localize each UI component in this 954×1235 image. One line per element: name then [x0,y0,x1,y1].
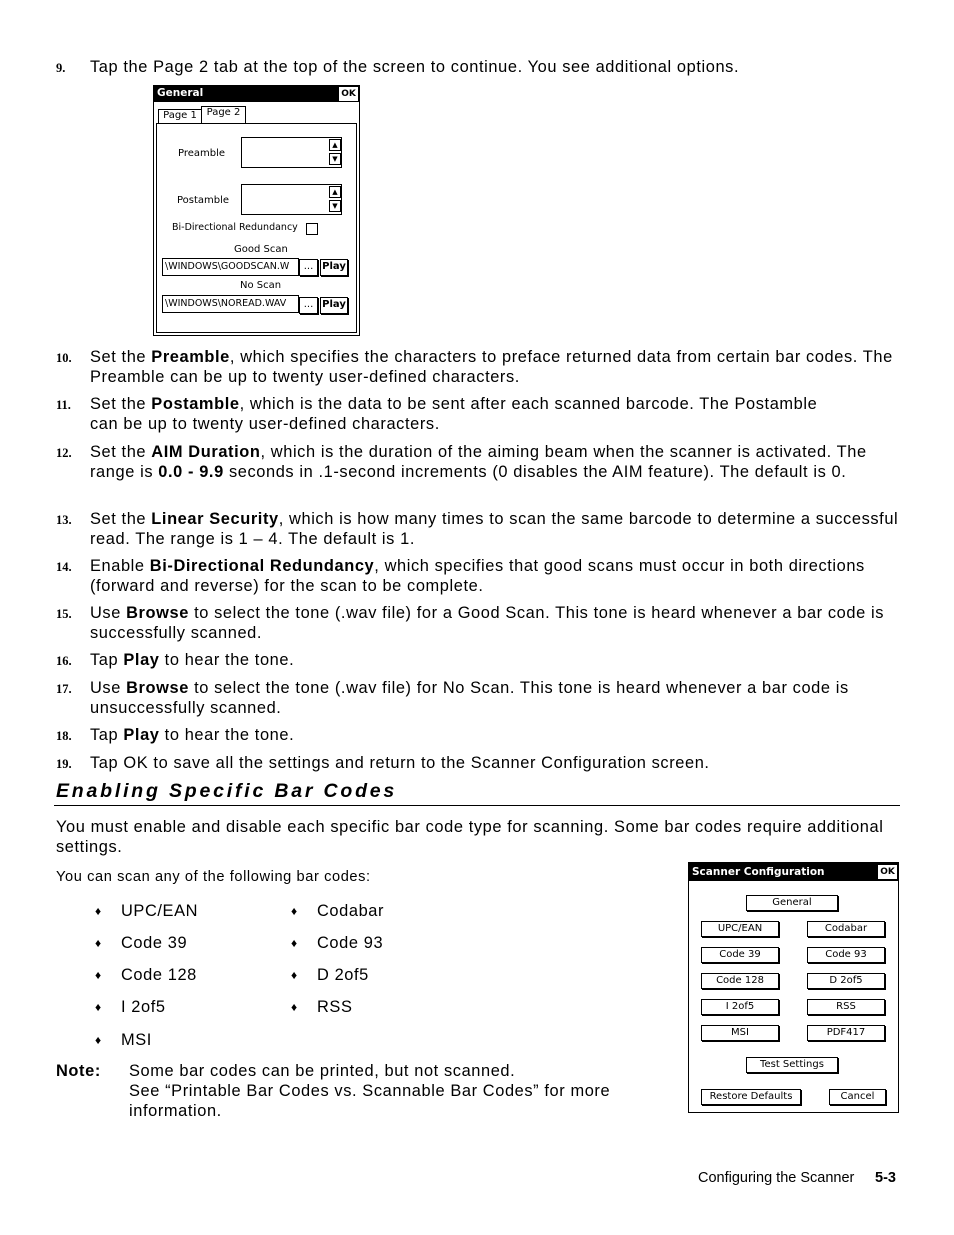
postamble-scroll-down[interactable]: ▼ [329,200,341,212]
note-label: Note: [56,1062,101,1080]
code-93-button[interactable]: Code 93 [807,947,885,963]
heading-rule [54,805,900,806]
bullet-icon: ♦ [291,1000,298,1014]
section-intro: You must enable and disable each specific bar code type for scanning. Some bar codes require additional settings. [56,818,884,856]
bullet-icon: ♦ [95,1000,102,1014]
tab-page-2[interactable] [201,106,246,124]
d-2of5-button[interactable]: D 2of5 [807,973,885,989]
step-number: 13. [56,513,72,527]
list-intro: You can scan any of the following bar codes: [56,869,371,885]
section-heading: Enabling Specific Bar Codes [56,780,398,802]
no-scan-path[interactable]: \WINDOWS\NOREAD.WAV [162,295,299,313]
step-number: 16. [56,654,72,668]
scanner-config-titlebar [689,863,898,881]
msi-button[interactable]: MSI [701,1025,779,1041]
bidirectional-label: Bi-Directional Redundancy [172,222,298,233]
bullet-icon: ♦ [291,904,298,918]
step-number: 11. [56,398,71,412]
preamble-input[interactable] [241,137,342,168]
tab-page-1[interactable] [158,109,202,124]
no-scan-play-button[interactable]: Play [320,297,348,314]
step-number: 12. [56,446,72,460]
postamble-input[interactable] [241,184,342,215]
pdf417-button[interactable]: PDF417 [807,1025,885,1041]
note-line-1: Some bar codes can be printed, but not scanned. [129,1062,516,1080]
good-scan-browse-button[interactable]: ... [299,259,318,276]
upc-ean-button[interactable]: UPC/EAN [701,921,779,937]
tab-page-2-label: Page 2 [206,107,241,118]
code-39-button[interactable]: Code 39 [701,947,779,963]
ok-button[interactable]: OK [339,87,358,101]
no-scan-browse-button[interactable]: ... [299,297,318,314]
preamble-scroll-down[interactable]: ▼ [329,153,341,165]
step-number: 19. [56,757,72,771]
bullet-icon: ♦ [291,968,298,982]
step-text: Tap OK to save all the settings and return to the Scanner Configuration screen. [90,754,710,772]
step-text: Use Browse to select the tone (.wav file) for a Good Scan. This tone is heard whenever a bar code is successfully scanned. [90,604,885,642]
postamble-scroll-up[interactable]: ▲ [329,186,341,198]
scanner-config-dialog [688,862,899,1113]
preamble-scroll-up[interactable]: ▲ [329,139,341,151]
step-text: Set the Postamble, which is the data to be sent after each scanned barcode. The Postamble can be up to twenty user-defined characters. [90,395,818,433]
rss-button[interactable]: RSS [807,999,885,1015]
note-line-2: See “Printable Bar Codes vs. Scannable Bar Codes” for more information. [129,1082,611,1120]
test-settings-button[interactable]: Test Settings [746,1057,838,1073]
scanner-config-title: Scanner Configuration [692,866,825,878]
i-2of5-button[interactable]: I 2of5 [701,999,779,1015]
bullet-icon: ♦ [95,936,102,950]
step-number: 9. [56,61,66,75]
step-text: Tap the Page 2 tab at the top of the screen to continue. You see additional options. [90,58,740,76]
footer-chapter: Configuring the Scanner [698,1170,855,1186]
step-text: Set the Preamble, which specifies the characters to preface returned data from certain bar codes. The Preamble can be up to twenty user-defined characters. [90,348,893,386]
step-text: Set the AIM Duration, which is the duration of the aiming beam when the scanner is activated. The range is 0.0 - 9.9 seconds in .1-second increments (0 disables the AIM feature). The default is 0. [90,443,867,481]
ok-button[interactable]: OK [878,865,897,879]
step-number: 10. [56,351,72,365]
codabar-button[interactable]: Codabar [807,921,885,937]
tab-page-1-label: Page 1 [163,110,197,121]
step-text: Set the Linear Security, which is how many times to scan the same barcode to determine a successful read. The range is 1 – 4. The default is 1. [90,510,899,548]
bidirectional-checkbox[interactable] [306,223,318,235]
good-scan-label: Good Scan [234,244,288,255]
bullet-icon: ♦ [95,1033,102,1047]
general-dialog-titlebar [154,86,359,102]
preamble-label: Preamble [178,148,226,159]
bullet-icon: ♦ [95,968,102,982]
footer-page-number: 5-3 [875,1170,896,1186]
general-dialog-title: General [157,87,204,99]
cancel-button[interactable]: Cancel [829,1089,886,1105]
code-128-button[interactable]: Code 128 [701,973,779,989]
step-number: 14. [56,560,72,574]
general-dialog [153,85,360,336]
step-text: Use Browse to select the tone (.wav file) for No Scan. This tone is heard whenever a bar code is unsuccessfully scanned. [90,679,849,717]
step-text: Tap Play to hear the tone. [90,726,295,744]
step-number: 15. [56,607,72,621]
general-button[interactable]: General [746,895,838,911]
step-number: 18. [56,729,72,743]
step-text: Tap Play to hear the tone. [90,651,295,669]
step-number: 17. [56,682,72,696]
bullet-icon: ♦ [291,936,298,950]
no-scan-label: No Scan [240,280,282,291]
step-text: Enable Bi-Directional Redundancy, which specifies that good scans must occur in both directions (forward and reverse) for the scan to be complete. [90,557,865,595]
restore-defaults-button[interactable]: Restore Defaults [701,1089,801,1105]
postamble-label: Postamble [177,195,230,206]
good-scan-path[interactable]: \WINDOWS\GOODSCAN.W [162,258,299,276]
bullet-icon: ♦ [95,904,102,918]
good-scan-play-button[interactable]: Play [320,259,348,276]
